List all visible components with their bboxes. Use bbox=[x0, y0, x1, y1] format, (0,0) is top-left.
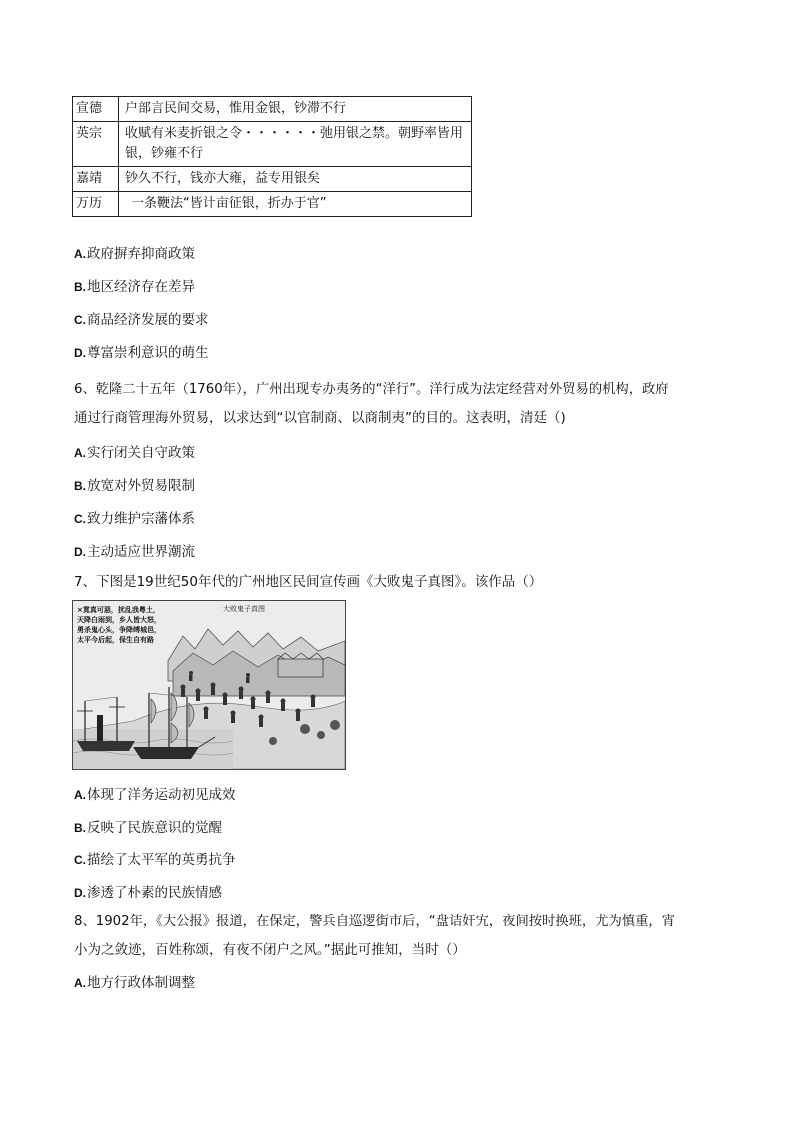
q7-option-c: C.描绘了太平军的英勇抗争 bbox=[74, 852, 236, 868]
propaganda-picture bbox=[72, 600, 346, 770]
poem-line: 太平今后起，保生自有路 bbox=[77, 636, 154, 644]
table-era-cell: 嘉靖 bbox=[73, 167, 119, 192]
table-row bbox=[73, 192, 472, 217]
picture-poem bbox=[77, 605, 171, 645]
table-row bbox=[73, 122, 472, 167]
table-text-cell: 收赋有米麦折银之令・・・・・・弛用银之禁。朝野率皆用银，钞雍不行 bbox=[119, 122, 472, 167]
q7-option-b: B.反映了民族意识的觉醒 bbox=[74, 820, 222, 836]
q6-option-b: B.放宽对外贸易限制 bbox=[74, 478, 195, 494]
q8-option-a: A.地方行政体制调整 bbox=[74, 975, 195, 991]
table-era-cell: 英宗 bbox=[73, 122, 119, 167]
q7-option-a: A.体现了洋务运动初见成效 bbox=[74, 787, 236, 803]
q5-option-c: C.商品经济发展的要求 bbox=[74, 312, 209, 328]
q6-option-a: A.实行闭关自守政策 bbox=[74, 445, 195, 461]
table-text-cell: 钞久不行，钱亦大雍，益专用银矣 bbox=[119, 167, 472, 192]
q6-stem-line2: 通过行商管理海外贸易，以求达到“以官制商、以商制夷”的目的。这表明，清廷（) bbox=[74, 410, 566, 426]
poem-line: ×寬真可惡，扰乱我粤土， bbox=[77, 606, 160, 614]
q8-stem-line2: 小为之敛迹，百姓称颂，有夜不闭户之风。”据此可推知，当时（） bbox=[74, 942, 466, 958]
table-row bbox=[73, 97, 472, 122]
q6-option-d: D.主动适应世界潮流 bbox=[74, 544, 195, 560]
table-era-cell: 宣德 bbox=[73, 97, 119, 122]
table-text-cell: 一条鞭法“皆计亩征银，折办于官” bbox=[119, 192, 472, 217]
picture-title: 大败鬼子真图 bbox=[223, 605, 265, 613]
poem-line: 天降白雨到，乡人皆大怒， bbox=[77, 616, 161, 624]
table-era-cell: 万历 bbox=[73, 192, 119, 217]
q7-stem: 7、下图是19世纪50年代的广州地区民间宣传画《大败鬼子真图》。该作品（） bbox=[74, 574, 543, 590]
q6-stem-line1: 6、乾隆二十五年（1760年），广州出现专办夷务的“洋行”。洋行成为法定经营对外贸易的机构，政府 bbox=[74, 382, 669, 397]
q6-option-c: C.致力维护宗藩体系 bbox=[74, 511, 195, 527]
q5-option-b: B.地区经济存在差异 bbox=[74, 279, 195, 295]
poem-line: 勇杀鬼心头，争降缚城邑， bbox=[77, 626, 161, 634]
q8-stem-line1: 8、1902年，《大公报》报道，在保定，警兵自巡逻街市后，“盘诘奸宄，夜间按时换班，尤为慎重，宵 bbox=[74, 914, 676, 929]
table-row bbox=[73, 167, 472, 192]
table-text-cell: 户部言民间交易，惟用金银，钞滞不行 bbox=[119, 97, 472, 122]
q5-option-d: D.尊富崇利意识的萌生 bbox=[74, 345, 209, 361]
currency-history-table bbox=[72, 96, 472, 217]
q7-option-d: D.渗透了朴素的民族情感 bbox=[74, 885, 222, 901]
q5-option-a: A.政府摒弃抑商政策 bbox=[74, 246, 195, 262]
